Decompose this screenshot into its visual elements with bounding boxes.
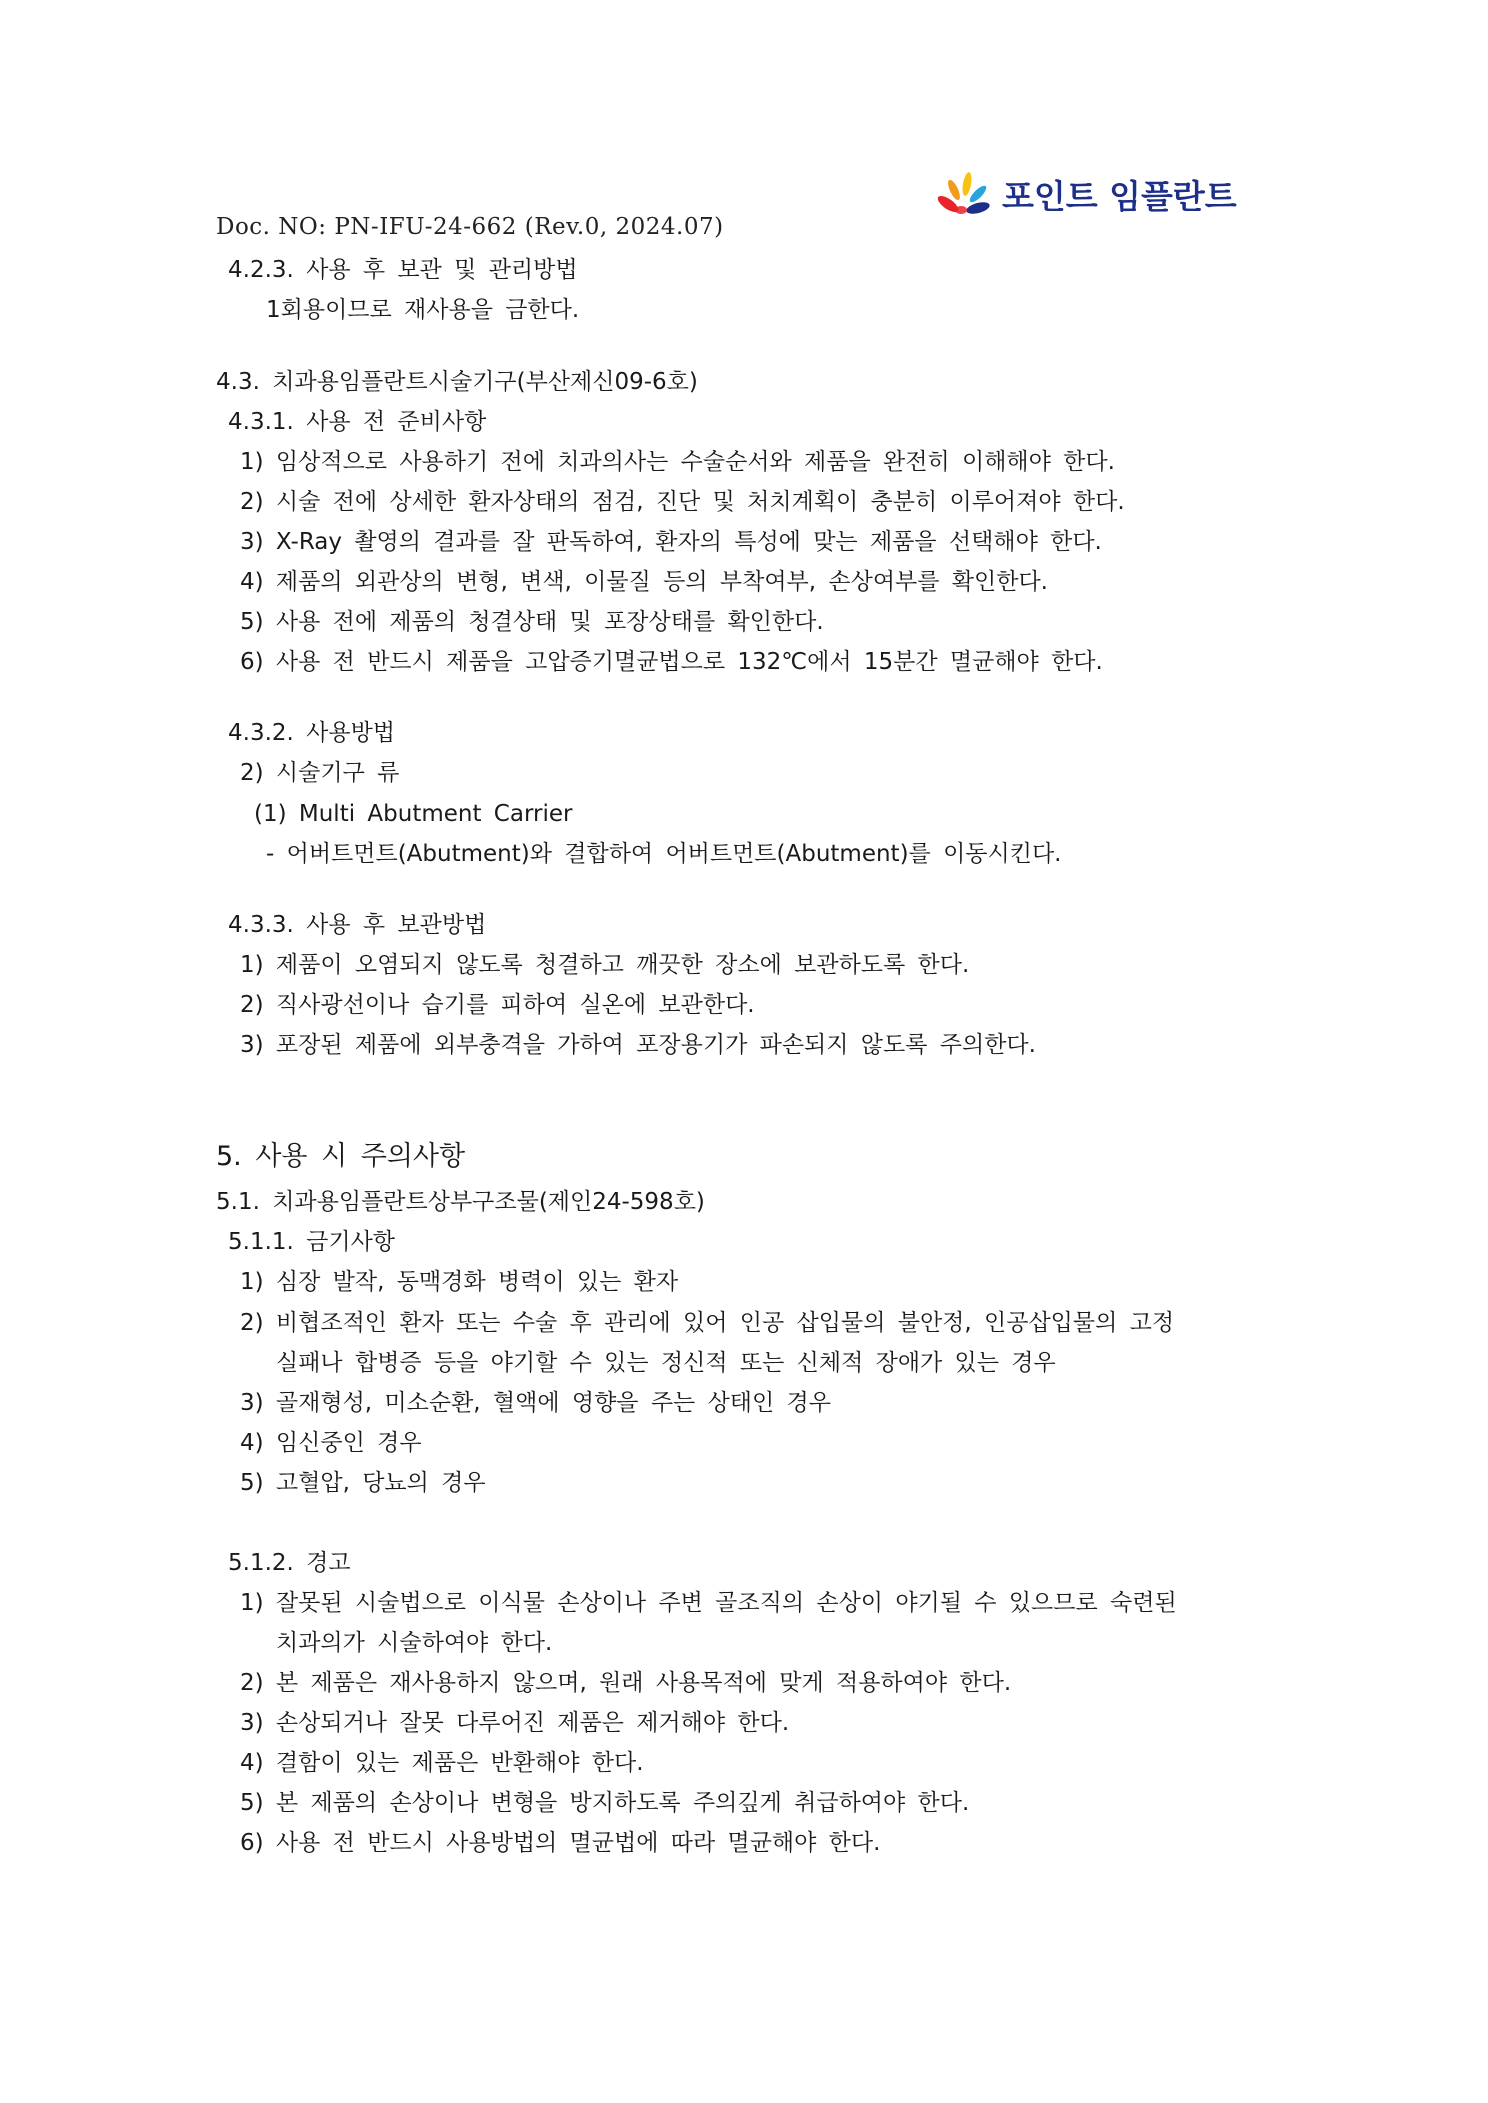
list-item: 1) 임상적으로 사용하기 전에 치과의사는 수술순서와 제품을 완전히 이해해야 한다. [240, 449, 1115, 475]
subsection-heading: 4.3.3. 사용 후 보관방법 [228, 912, 487, 938]
subsection-heading: 5.1.1. 금기사항 [228, 1229, 396, 1255]
list-item: 6) 사용 전 반드시 사용방법의 멸균법에 따라 멸균해야 한다. [240, 1830, 881, 1856]
list-item: 1) 잘못된 시술법으로 이식물 손상이나 주변 골조직의 손상이 야기될 수 있으므로 숙련된 [240, 1590, 1177, 1616]
list-item: 6) 사용 전 반드시 제품을 고압증기멸균법으로 132℃에서 15분간 멸균해야 한다. [240, 649, 1103, 675]
list-item-continuation: 치과의가 시술하여야 한다. [276, 1630, 553, 1656]
list-item: 5) 본 제품의 손상이나 변형을 방지하도록 주의깊게 취급하여야 한다. [240, 1790, 970, 1816]
subsection-heading: 4.3.2. 사용방법 [228, 720, 396, 746]
company-logo [934, 170, 1237, 218]
section-heading: 4.3. 치과용임플란트시술기구(부산제신09-6호) [216, 369, 698, 395]
list-item: 1) 제품이 오염되지 않도록 청결하고 깨끗한 장소에 보관하도록 한다. [240, 952, 970, 978]
list-item: 5) 사용 전에 제품의 청결상태 및 포장상태를 확인한다. [240, 609, 824, 635]
paragraph-line: 1회용이므로 재사용을 금한다. [266, 297, 580, 323]
list-item: 2) 시술 전에 상세한 환자상태의 점검, 진단 및 처치계획이 충분히 이루어져야 한다. [240, 489, 1125, 515]
list-item: 3) 손상되거나 잘못 다루어진 제품은 제거해야 한다. [240, 1710, 790, 1736]
list-item: 1) 심장 발작, 동맥경화 병력이 있는 환자 [240, 1269, 679, 1295]
list-item: 3) 포장된 제품에 외부충격을 가하여 포장용기가 파손되지 않도록 주의한다. [240, 1032, 1036, 1058]
section-heading: 5. 사용 시 주의사항 [216, 1141, 466, 1172]
list-item: (1) Multi Abutment Carrier [254, 801, 573, 827]
list-item: 3) 골재형성, 미소순환, 혈액에 영향을 주는 상태인 경우 [240, 1390, 831, 1416]
list-item: 2) 시술기구 류 [240, 760, 400, 786]
list-item: 2) 본 제품은 재사용하지 않으며, 원래 사용목적에 맞게 적용하여야 한다. [240, 1670, 1012, 1696]
list-item: 4) 결함이 있는 제품은 반환해야 한다. [240, 1750, 644, 1776]
list-item: - 어버트먼트(Abutment)와 결합하여 어버트먼트(Abutment)를 이동시킨다. [266, 841, 1062, 867]
list-item: 2) 직사광선이나 습기를 피하여 실온에 보관한다. [240, 992, 755, 1018]
list-item: 5) 고혈압, 당뇨의 경우 [240, 1470, 486, 1496]
list-item: 4) 제품의 외관상의 변형, 변색, 이물질 등의 부착여부, 손상여부를 확인한다. [240, 569, 1048, 595]
document-number: Doc. NO: PN-IFU-24-662 (Rev.0, 2024.07) [216, 214, 724, 240]
subsection-heading: 5.1.2. 경고 [228, 1550, 351, 1576]
list-item: 3) X-Ray 촬영의 결과를 잘 판독하여, 환자의 특성에 맞는 제품을 선택해야 한다. [240, 529, 1102, 555]
list-item-continuation: 실패나 합병증 등을 야기할 수 있는 정신적 또는 신체적 장애가 있는 경우 [276, 1350, 1056, 1376]
list-item: 4) 임신중인 경우 [240, 1430, 422, 1456]
section-heading: 5.1. 치과용임플란트상부구조물(제인24-598호) [216, 1189, 705, 1215]
logo-petals-icon [934, 170, 996, 218]
list-item: 2) 비협조적인 환자 또는 수술 후 관리에 있어 인공 삽입물의 불안정, 인공삽입물의 고정 [240, 1310, 1175, 1336]
subsection-heading: 4.2.3. 사용 후 보관 및 관리방법 [228, 257, 578, 283]
subsection-heading: 4.3.1. 사용 전 준비사항 [228, 409, 487, 435]
logo-text: 포인트 임플란트 [1002, 176, 1237, 216]
